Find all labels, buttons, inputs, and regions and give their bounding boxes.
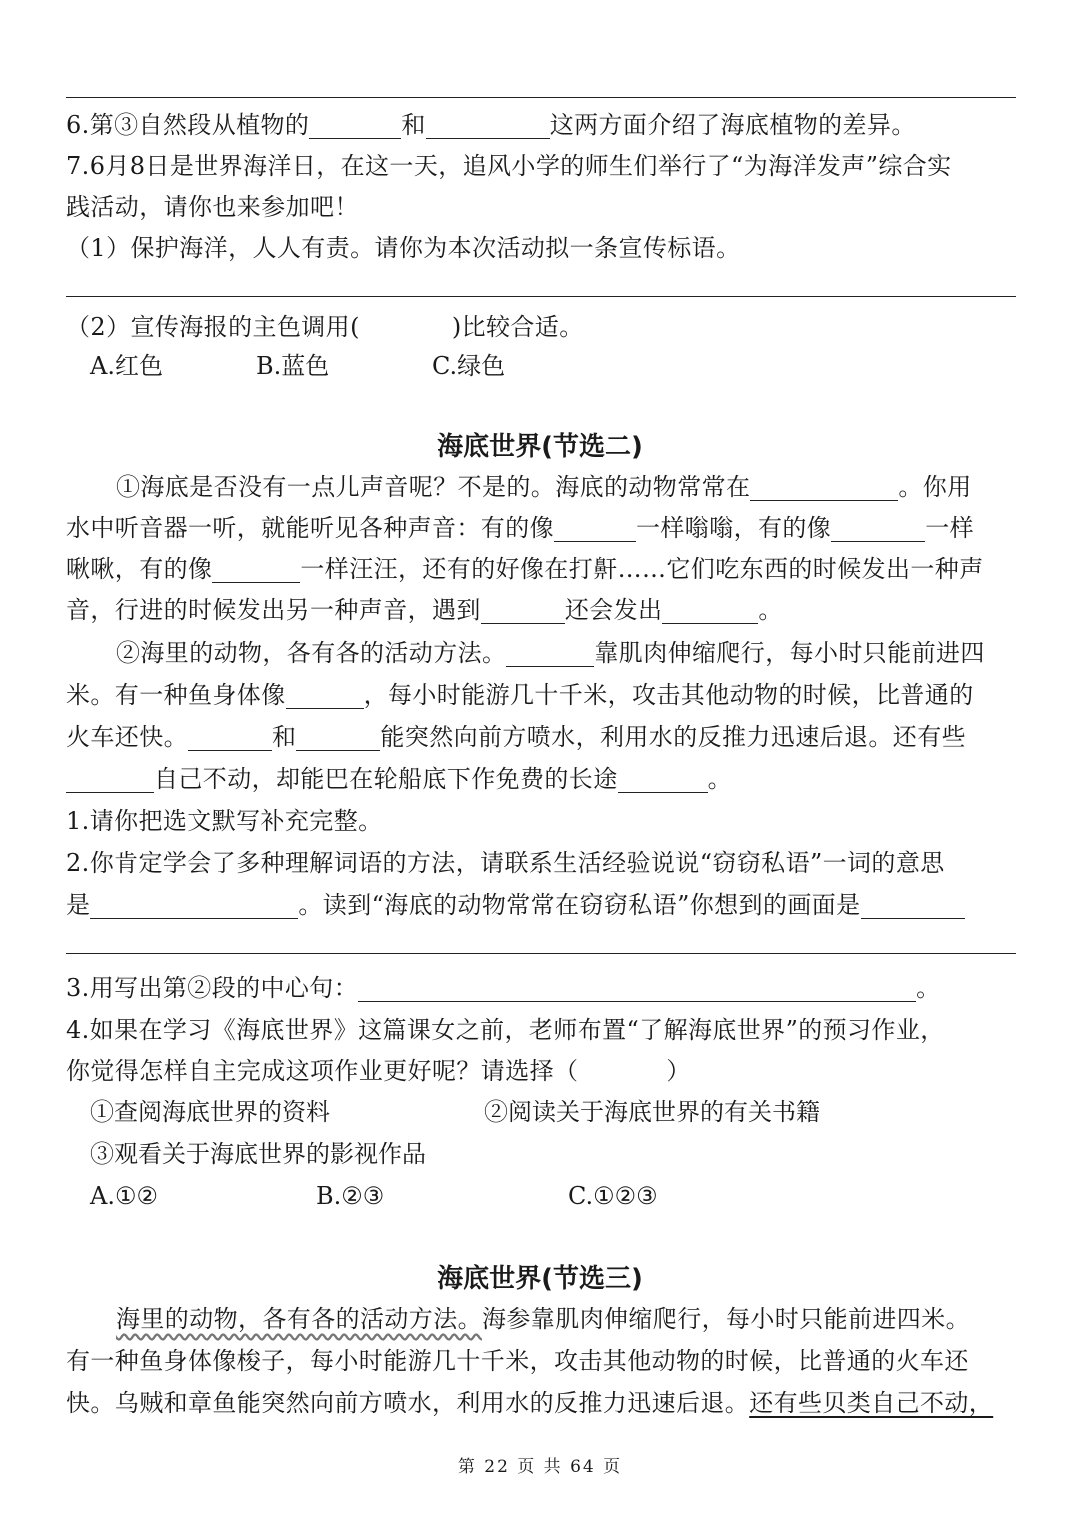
answer-line[interactable] — [66, 296, 1016, 297]
paragraph-line: 快。乌贼和章鱼能突然向前方喷水，利用水的反推力迅速后退。还有些贝类自己不动， — [66, 1389, 994, 1417]
paragraph-1-line: 啾啾，有的像 一样汪汪，还有的好像在打鼾……它们吃东西的时候发出一种声 — [66, 555, 984, 583]
question-1: 1.请你把选文默写补充完整。 — [66, 807, 383, 835]
choice-2: ②阅读关于海底世界的有关书籍 — [484, 1098, 820, 1126]
option-c[interactable]: C.①②③ — [568, 1182, 658, 1210]
paragraph-1-line: 水中听音器一听，就能听见各种声音：有的像 一样嗡嗡，有的像 一样 — [66, 514, 975, 542]
answer-blank[interactable] — [662, 597, 758, 624]
paragraph-2-line: ②海里的动物，各有各的活动方法。 靠肌肉伸缩爬行，每小时只能前进四 — [116, 639, 985, 667]
answer-blank[interactable] — [750, 474, 898, 501]
question-4-line1: 4.如果在学习《海底世界》这篇课女之前，老师布置“了解海底世界”的预习作业， — [66, 1016, 945, 1044]
paragraph-2-line: 火车还快。 和 能突然向前方喷水，利用水的反推力迅速后退。还有些 — [66, 723, 967, 751]
answer-blank[interactable] — [861, 892, 965, 919]
question-7-sub1: （1）保护海洋，人人有责。请你为本次活动拟一条宣传标语。 — [66, 234, 741, 262]
paragraph-2-line: 米。有一种鱼身体像 ，每小时能游几十千米，攻击其他动物的时候，比普通的 — [66, 681, 974, 709]
section-title: 海底世界(节选三) — [437, 1264, 643, 1294]
option-a[interactable]: A.①② — [90, 1182, 158, 1210]
answer-blank[interactable] — [358, 975, 916, 1002]
question-2-line1: 2.你肯定学会了多种理解词语的方法，请联系生活经验说说“窃窃私语”一词的意思 — [66, 849, 945, 877]
paragraph-1-line: ①海底是否没有一点儿声音呢？不是的。海底的动物常常在 。你用 — [116, 473, 972, 501]
answer-blank[interactable] — [426, 112, 550, 139]
question-7-line1: 7.6月8日是世界海洋日，在这一天，追风小学的师生们举行了“为海洋发声”综合实 — [66, 152, 952, 180]
option-a[interactable]: A.红色 — [90, 352, 163, 380]
choice-3: ③观看关于海底世界的影视作品 — [90, 1140, 426, 1168]
answer-blank[interactable] — [296, 724, 380, 751]
answer-blank[interactable] — [618, 766, 708, 793]
question-7-line2: 践活动，请你也来参加吧！ — [66, 193, 359, 221]
top-divider — [66, 97, 1016, 98]
choice-1: ①查阅海底世界的资料 — [90, 1098, 330, 1126]
section-title: 海底世界(节选二) — [437, 432, 643, 462]
paragraph-line: 有一种鱼身体像梭子，每小时能游几十千米，攻击其他动物的时候，比普通的火车还 — [66, 1347, 969, 1375]
page-footer: 第 22 页 共 64 页 — [457, 1457, 623, 1477]
answer-blank[interactable] — [831, 515, 925, 542]
answer-blank[interactable] — [554, 515, 636, 542]
answer-blank[interactable] — [309, 112, 401, 139]
paragraph-2-line: 自己不动，却能巴在轮船底下作免费的长途 。 — [66, 758, 1026, 800]
answer-blank[interactable] — [286, 682, 364, 709]
option-b[interactable]: B.蓝色 — [256, 352, 330, 380]
answer-blank[interactable] — [481, 597, 565, 624]
answer-blank[interactable] — [188, 724, 272, 751]
question-3: 3.用写出第②段的中心句： 。 — [66, 974, 941, 1002]
answer-blank[interactable] — [212, 556, 300, 583]
answer-blank[interactable] — [66, 766, 154, 793]
answer-blank[interactable] — [90, 892, 298, 919]
question-7-sub2: （2）宣传海报的主色调用( )比较合适。 — [66, 313, 584, 341]
question-4-line2: 你觉得怎样自主完成这项作业更好呢？请选择（ ） — [66, 1057, 691, 1085]
option-b[interactable]: B.②③ — [316, 1182, 385, 1210]
paragraph-line: 海里的动物，各有各的活动方法。海参靠肌肉伸缩爬行，每小时只能前进四米。 — [116, 1305, 970, 1333]
answer-blank[interactable] — [506, 640, 594, 667]
option-c[interactable]: C.绿色 — [432, 352, 506, 380]
answer-line[interactable] — [66, 953, 1016, 954]
question-2-line2: 是 。读到“海底的动物常常在窃窃私语”你想到的画面是 — [66, 884, 1026, 926]
question-6: 6.第③自然段从植物的 和 这两方面介绍了海底植物的差异。 — [66, 111, 916, 139]
paragraph-1-line: 音，行进的时候发出另一种声音，遇到 还会发出 。 — [66, 596, 783, 624]
